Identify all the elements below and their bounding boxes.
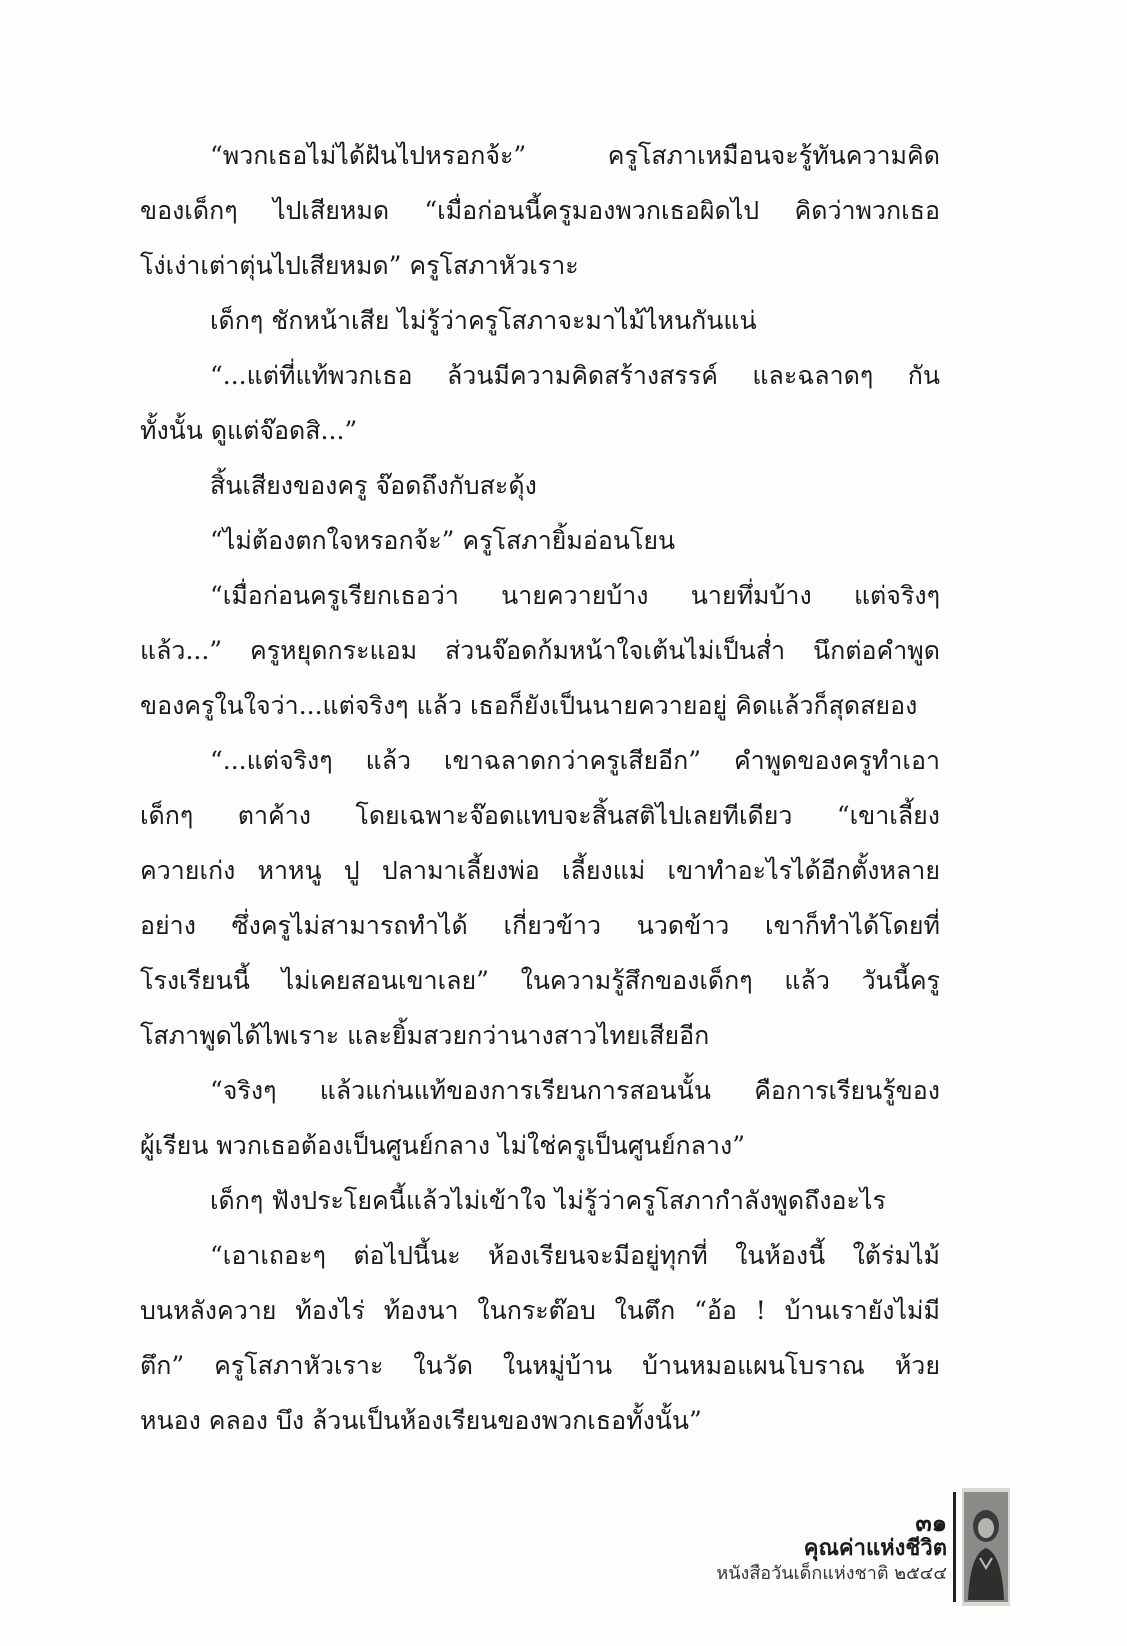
book-title: คุณค่าแห่งชีวิต [803, 1536, 947, 1561]
text-line: เด็กๆ ฟังประโยคนี้แล้วไม่เข้าใจ ไม่รู้ว่าครูโสภากำลังพูดถึงอะไร [210, 1186, 886, 1215]
text-line: โง่เง่าเต่าตุ่นไปเสียหมด” ครูโสภาหัวเราะ [140, 251, 579, 280]
text-line: “...แต่ที่แท้พวกเธอ ล้วนมีความคิดสร้างสรรค์ และฉลาดๆ กัน [210, 361, 940, 390]
text-line: เด็กๆ ตาค้าง โดยเฉพาะจ๊อดแทบจะสิ้นสติไปเลยทีเดียว “เขาเลี้ยง [140, 801, 940, 830]
text-line: ทั้งนั้น ดูแต่จ๊อดสิ...” [140, 416, 358, 445]
text-line: ตึก” ครูโสภาหัวเราะ ในวัด ในหมู่บ้าน บ้านหมอแผนโบราณ ห้วย [140, 1351, 940, 1380]
portrait-photo-icon [962, 1488, 1010, 1606]
text-line: หนอง คลอง บึง ล้วนเป็นห้องเรียนของพวกเธอทั้งนั้น” [140, 1406, 702, 1435]
page-number: ๓๑ [915, 1509, 947, 1537]
text-line: “...แต่จริงๆ แล้ว เขาฉลาดกว่าครูเสียอีก” คำพูดของครูทำเอา [210, 746, 940, 775]
text-line: โรงเรียนนี้ ไม่เคยสอนเขาเลย” ในความรู้สึกของเด็กๆ แล้ว วันนี้ครู [140, 966, 940, 995]
text-line: สิ้นเสียงของครู จ๊อดถึงกับสะดุ้ง [210, 471, 537, 500]
text-line: “ไม่ต้องตกใจหรอกจ้ะ” ครูโสภายิ้มอ่อนโยน [210, 526, 676, 555]
story-body [140, 128, 940, 1448]
text-line: เด็กๆ ชักหน้าเสีย ไม่รู้ว่าครูโสภาจะมาไม้ไหนกันแน่ [210, 306, 757, 335]
text-line: “เอาเถอะๆ ต่อไปนี้นะ ห้องเรียนจะมีอยู่ทุกที่ ในห้องนี้ ใต้ร่มไม้ [210, 1241, 940, 1270]
text-line: ของเด็กๆ ไปเสียหมด “เมื่อก่อนนี้ครูมองพวกเธอผิดไป คิดว่าพวกเธอ [140, 196, 940, 225]
text-line: “เมื่อก่อนครูเรียกเธอว่า นายควายบ้าง นายทึ่มบ้าง แต่จริงๆ [210, 581, 940, 610]
text-line: แล้ว...” ครูหยุดกระแอม ส่วนจ๊อดก้มหน้าใจเต้นไม่เป็นส่ำ นึกต่อคำพูด [140, 636, 940, 665]
text-line: ผู้เรียน พวกเธอต้องเป็นศูนย์กลาง ไม่ใช่ครูเป็นศูนย์กลาง” [140, 1131, 745, 1160]
text-line: ควายเก่ง หาหนู ปู ปลามาเลี้ยงพ่อ เลี้ยงแม่ เขาทำอะไรได้อีกตั้งหลาย [140, 856, 940, 885]
text-line: บนหลังควาย ท้องไร่ ท้องนา ในกระต๊อบ ในตึก “อ้อ ! บ้านเรายังไม่มี [140, 1296, 940, 1325]
text-line: “พวกเธอไม่ได้ฝันไปหรอกจ้ะ” ครูโสภาเหมือนจะรู้ทันความคิด [210, 141, 940, 170]
text-line: อย่าง ซึ่งครูไม่สามารถทำได้ เกี่ยวข้าว นวดข้าว เขาก็ทำได้โดยที่ [140, 911, 940, 940]
page-footer [647, 1510, 947, 1586]
book-subtitle: หนังสือวันเด็กแห่งชาติ ๒๕๔๔ [716, 1563, 947, 1584]
text-line: โสภาพูดได้ไพเราะ และยิ้มสวยกว่านางสาวไทยเสียอีก [140, 1021, 710, 1050]
text-line: ของครูในใจว่า...แต่จริงๆ แล้ว เธอก็ยังเป็นนายควายอยู่ คิดแล้วก็สุดสยอง [140, 691, 918, 720]
text-line: “จริงๆ แล้วแก่นแท้ของการเรียนการสอนนั้น คือการเรียนรู้ของ [210, 1076, 940, 1105]
footer-divider [953, 1492, 956, 1602]
